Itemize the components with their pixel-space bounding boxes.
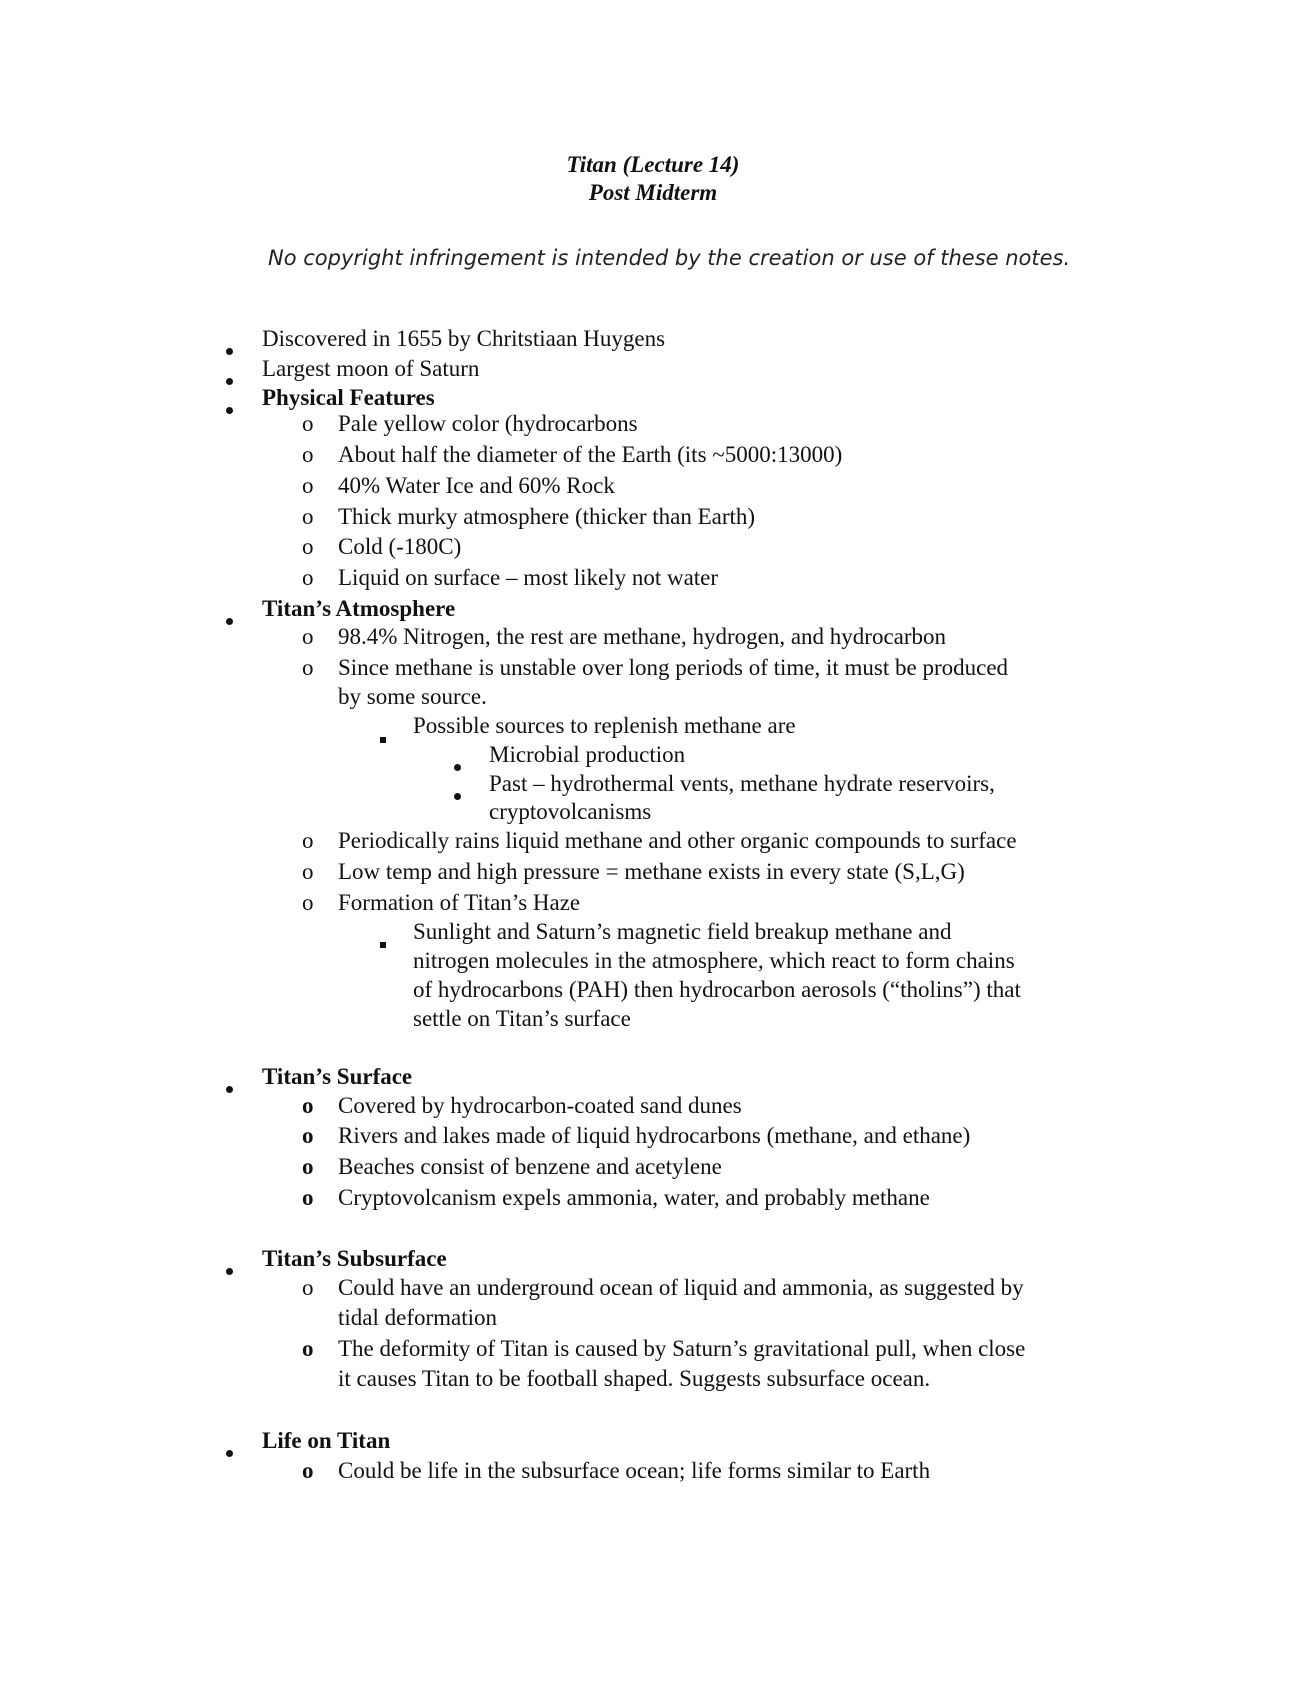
section-heading: Titan’s Surface (262, 1064, 413, 1089)
circle-marker: o (302, 624, 314, 649)
circle-marker: o (302, 1185, 314, 1210)
list-item: Pale yellow color (hydrocarbons (338, 411, 638, 436)
list-item: Covered by hydrocarbon-coated sand dunes (338, 1093, 742, 1118)
list-item: Cryptovolcanism expels ammonia, water, and probably methane (338, 1185, 930, 1210)
list-item: The deformity of Titan is caused by Saturn’s gravitational pull, when close (338, 1336, 1026, 1361)
list-item: Rivers and lakes made of liquid hydrocarbons (methane, and ethane) (338, 1123, 971, 1148)
bullet-marker (454, 778, 461, 807)
section-heading: Physical Features (262, 385, 435, 410)
circle-marker: o (302, 1123, 314, 1148)
disclaimer-note: No copyright infringement is intended by the creation or use of these notes. (268, 246, 1071, 270)
list-item: About half the diameter of the Earth (its ~5000:13000) (338, 442, 843, 467)
square-marker (380, 926, 386, 955)
list-item: Microbial production (489, 742, 686, 767)
circle-marker: o (302, 890, 314, 915)
page-title: Titan (Lecture 14) (566, 152, 740, 177)
list-item: Discovered in 1655 by Chritstiaan Huygens (262, 326, 666, 351)
circle-marker: o (302, 473, 314, 498)
list-item-continued: of hydrocarbons (PAH) then hydrocarbon aerosols (“tholins”) that (413, 977, 1021, 1002)
bullet-marker (226, 333, 233, 362)
bullet-marker (226, 1435, 233, 1464)
page-subtitle: Post Midterm (588, 180, 718, 205)
circle-marker: o (302, 1336, 314, 1361)
list-item: 98.4% Nitrogen, the rest are methane, hydrogen, and hydrocarbon (338, 624, 947, 649)
bullet-marker (226, 1071, 233, 1100)
circle-marker: o (302, 859, 314, 884)
bullet-marker (226, 363, 233, 392)
list-item-continued: tidal deformation (338, 1305, 498, 1330)
circle-marker: o (302, 442, 314, 467)
list-item: Sunlight and Saturn’s magnetic field breakup methane and (413, 919, 952, 944)
section-heading: Life on Titan (262, 1428, 391, 1453)
list-item: Largest moon of Saturn (262, 356, 480, 381)
circle-marker: o (302, 1275, 314, 1300)
list-item-continued: cryptovolcanisms (489, 799, 652, 824)
list-item: Formation of Titan’s Haze (338, 890, 581, 915)
list-item-continued: nitrogen molecules in the atmosphere, which react to form chains (413, 948, 1015, 973)
circle-marker: o (302, 1154, 314, 1179)
list-item: Past – hydrothermal vents, methane hydrate reservoirs, (489, 771, 995, 796)
square-marker (380, 721, 386, 750)
section-heading: Titan’s Atmosphere (262, 596, 456, 621)
bullet-marker (454, 749, 461, 778)
list-item: Possible sources to replenish methane are (413, 713, 796, 738)
circle-marker: o (302, 828, 314, 853)
section-heading: Titan’s Subsurface (262, 1246, 447, 1271)
list-item: 40% Water Ice and 60% Rock (338, 473, 615, 498)
list-item: Beaches consist of benzene and acetylene (338, 1154, 722, 1179)
list-item-continued: settle on Titan’s surface (413, 1006, 631, 1031)
list-item-continued: it causes Titan to be football shaped. Suggests subsurface ocean. (338, 1366, 931, 1391)
list-item: Since methane is unstable over long periods of time, it must be produced (338, 655, 1009, 680)
circle-marker: o (302, 565, 314, 590)
circle-marker: o (302, 411, 314, 436)
bullet-marker (226, 1253, 233, 1282)
circle-marker: o (302, 1093, 314, 1118)
bullet-marker (226, 603, 233, 632)
list-item: Periodically rains liquid methane and other organic compounds to surface (338, 828, 1017, 853)
circle-marker: o (302, 504, 314, 529)
list-item: Could have an underground ocean of liquid and ammonia, as suggested by (338, 1275, 1024, 1300)
list-item: Thick murky atmosphere (thicker than Earth) (338, 504, 756, 529)
list-item-continued: by some source. (338, 684, 487, 709)
list-item: Liquid on surface – most likely not water (338, 565, 719, 590)
circle-marker: o (302, 655, 314, 680)
list-item: Low temp and high pressure = methane exists in every state (S,L,G) (338, 859, 965, 884)
bullet-marker (226, 392, 233, 421)
circle-marker: o (302, 1458, 314, 1483)
list-item: Could be life in the subsurface ocean; life forms similar to Earth (338, 1458, 931, 1483)
circle-marker: o (302, 534, 314, 559)
list-item: Cold (-180C) (338, 534, 462, 559)
